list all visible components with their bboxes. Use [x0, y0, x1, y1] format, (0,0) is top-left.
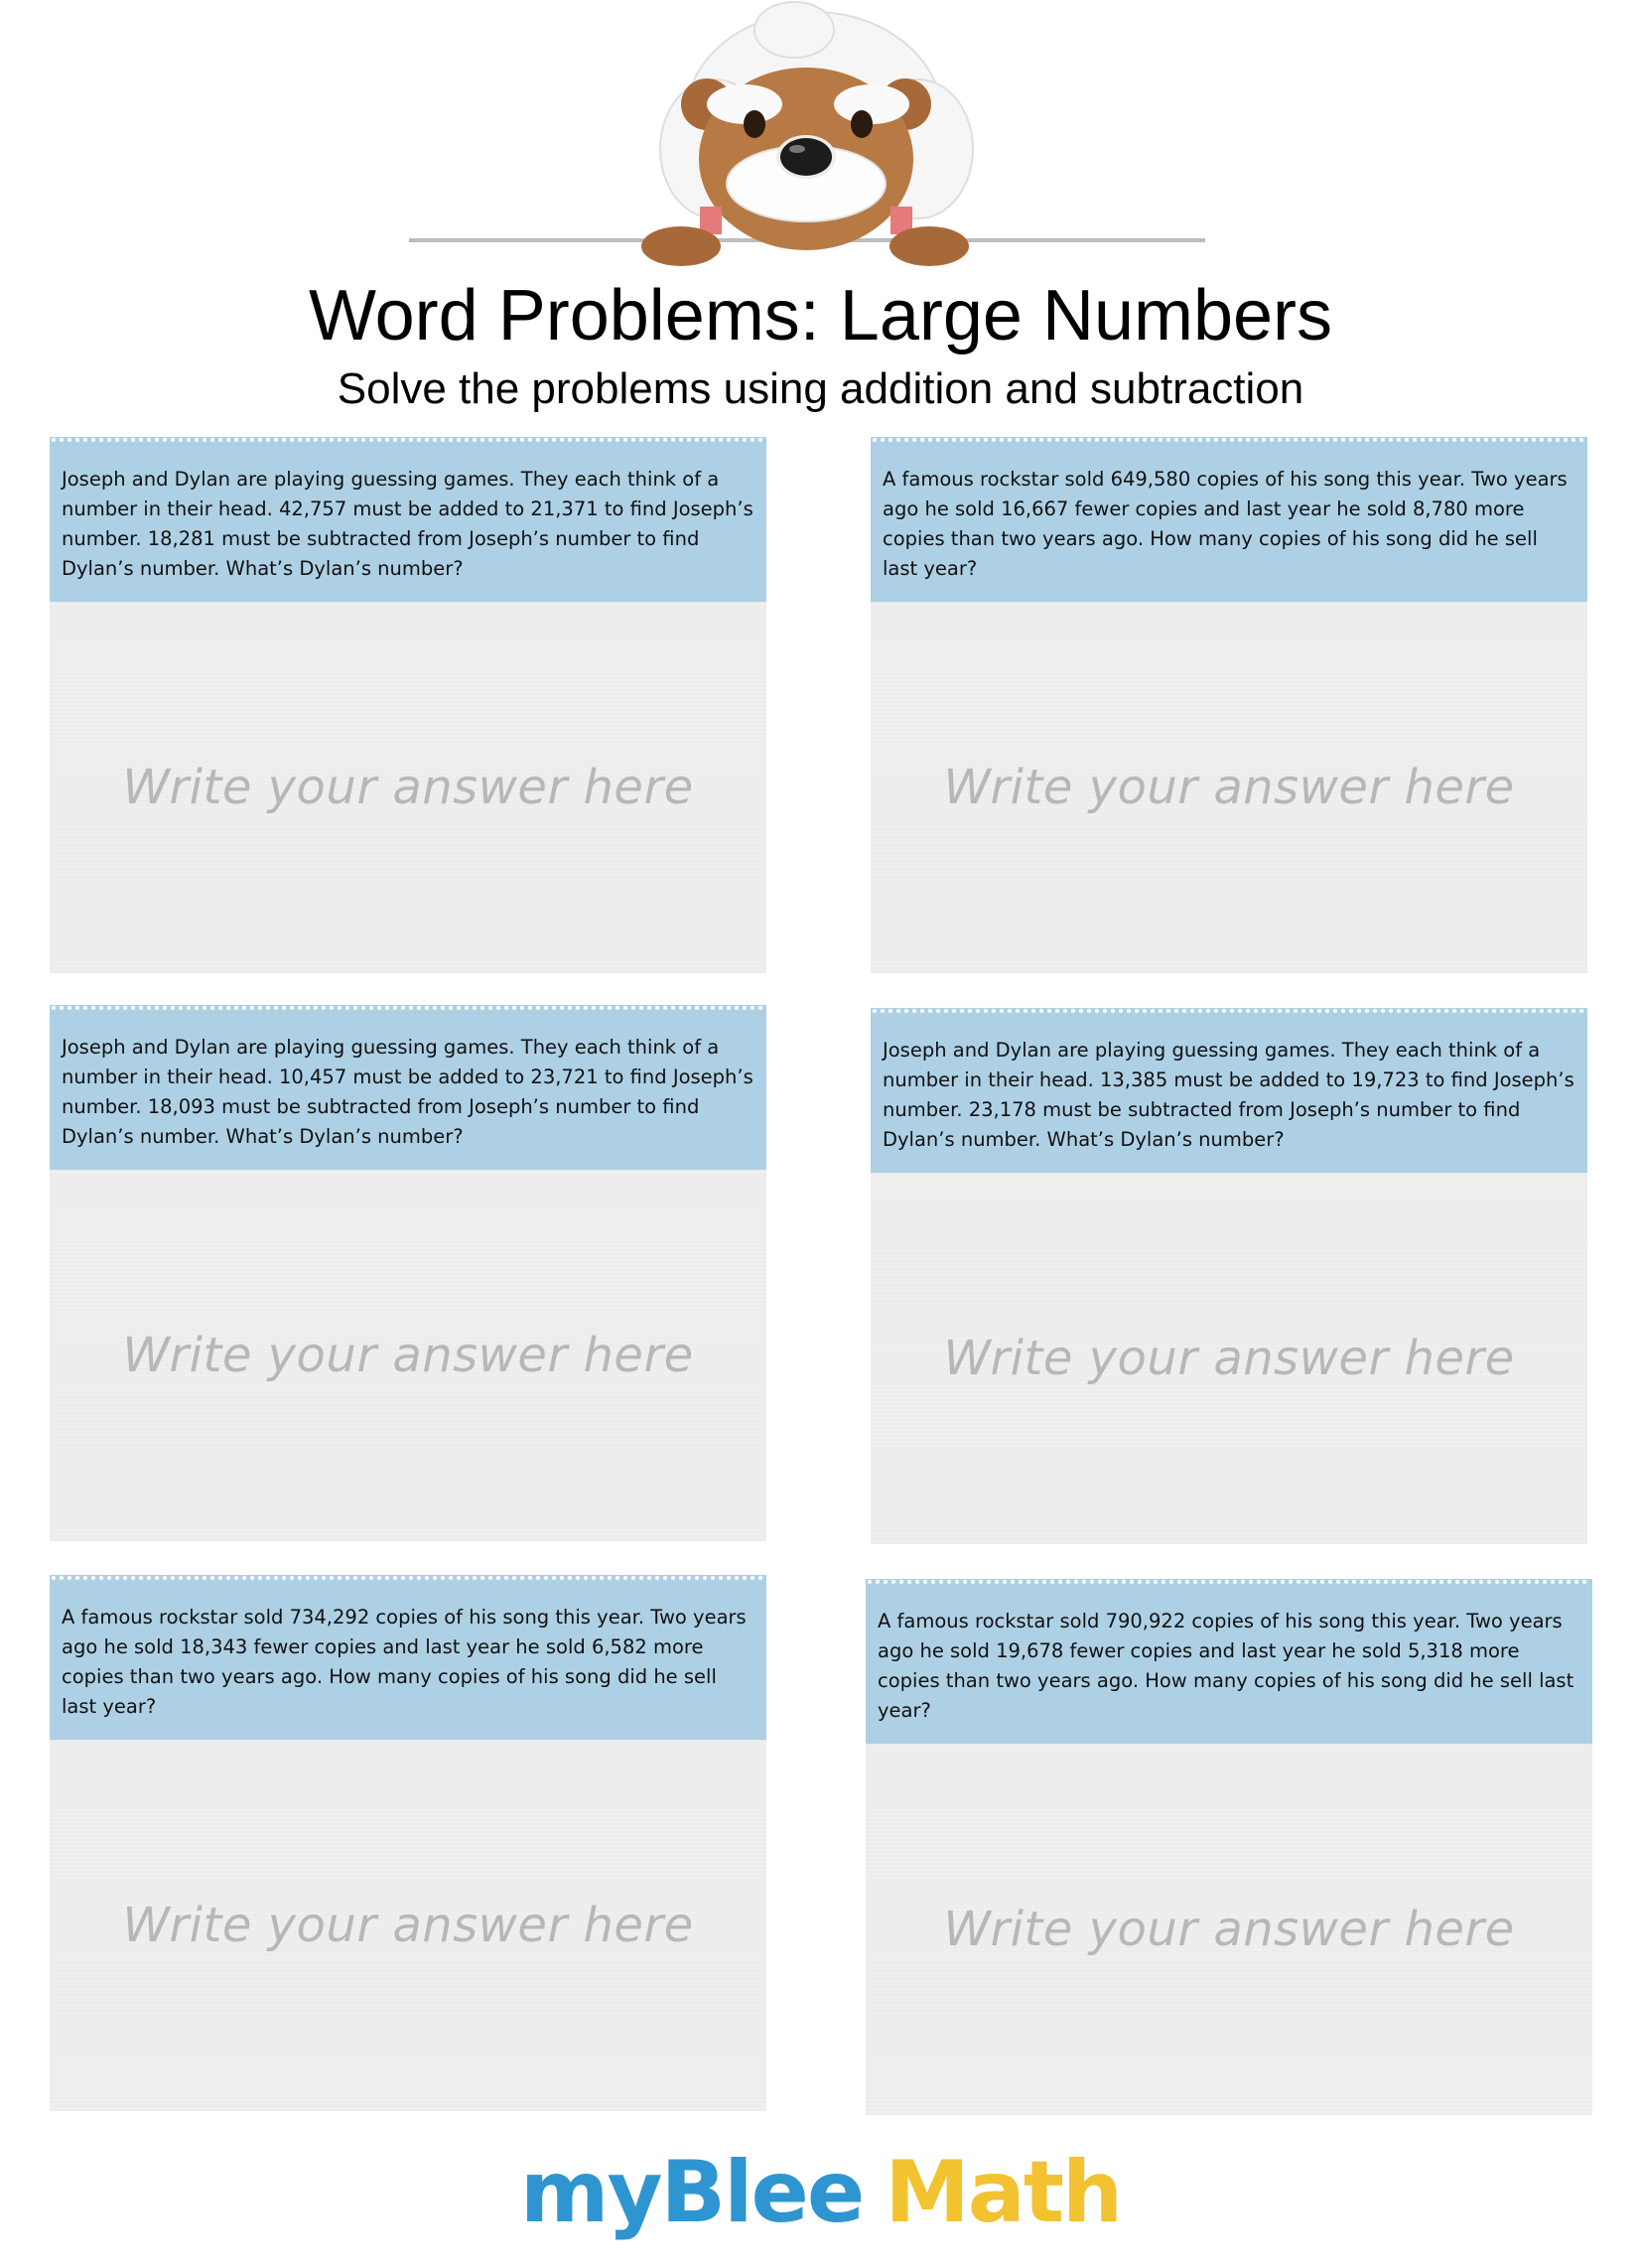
answer-box[interactable]	[50, 602, 766, 973]
problem-text: Joseph and Dylan are playing guessing games. They each think of a number in their head. 42,757 must be added to 21,371 to find Joseph’s number. 18,281 must be subtracted from Joseph’s number to find Dylan’s number. What’s Dylan’s number?	[50, 445, 766, 602]
mascot-paw-right	[889, 226, 969, 266]
problem-text: Joseph and Dylan are playing guessing games. They each think of a number in their head. 10,457 must be added to 23,721 to find Joseph’s number. 18,093 must be subtracted from Joseph’s number to find Dylan’s number. What’s Dylan’s number?	[50, 1013, 766, 1170]
problem-card-2	[871, 437, 1587, 973]
problem-text: A famous rockstar sold 649,580 copies of his song this year. Two years ago he sold 16,667 fewer copies and last year he sold 8,780 more copies than two years ago. How many copies of his song did he sell last year?	[871, 445, 1587, 602]
problem-card-1	[50, 437, 766, 973]
mascot-paw-left	[641, 226, 721, 266]
problem-card-6	[866, 1579, 1592, 2115]
problem-text: A famous rockstar sold 790,922 copies of his song this year. Two years ago he sold 19,678 fewer copies and last year he sold 5,318 more copies than two years ago. How many copies of his song did he sell last year?	[866, 1587, 1592, 1744]
answer-placeholder: Write your answer here	[943, 1902, 1515, 1957]
answer-box[interactable]	[50, 1740, 766, 2111]
page-subtitle: Solve the problems using addition and subtraction	[337, 364, 1304, 413]
problem-card-3	[50, 1005, 766, 1541]
problem-card-4	[871, 1008, 1587, 1544]
brand-logo	[0, 2143, 1641, 2242]
answer-box[interactable]	[866, 1744, 1592, 2115]
mascot-nose	[780, 138, 832, 176]
page-title: Word Problems: Large Numbers	[308, 276, 1333, 355]
answer-placeholder: Write your answer here	[122, 760, 694, 815]
answer-placeholder: Write your answer here	[943, 760, 1515, 815]
mascot-illustration	[0, 0, 1641, 278]
answer-box[interactable]	[871, 1173, 1587, 1544]
decorative-strip	[871, 437, 1587, 445]
answer-placeholder: Write your answer here	[943, 1331, 1515, 1386]
logo-part-myblee: myBlee	[519, 2143, 864, 2242]
answer-placeholder: Write your answer here	[122, 1328, 694, 1383]
problem-text: A famous rockstar sold 734,292 copies of his song this year. Two years ago he sold 18,343 fewer copies and last year he sold 6,582 more copies than two years ago. How many copies of his song did he sell last year?	[50, 1583, 766, 1740]
answer-placeholder: Write your answer here	[122, 1898, 694, 1953]
answer-box[interactable]	[50, 1170, 766, 1541]
answer-box[interactable]	[871, 602, 1587, 973]
decorative-strip	[50, 1575, 766, 1583]
decorative-strip	[871, 1008, 1587, 1016]
logo-part-math: Math	[885, 2143, 1122, 2242]
problem-card-5	[50, 1575, 766, 2111]
decorative-strip	[50, 437, 766, 445]
problem-text: Joseph and Dylan are playing guessing games. They each think of a number in their head. 13,385 must be added to 19,723 to find Joseph’s number. 23,178 must be subtracted from Joseph’s number to find Dylan’s number. What’s Dylan’s number?	[871, 1016, 1587, 1173]
decorative-strip	[866, 1579, 1592, 1587]
decorative-strip	[50, 1005, 766, 1013]
